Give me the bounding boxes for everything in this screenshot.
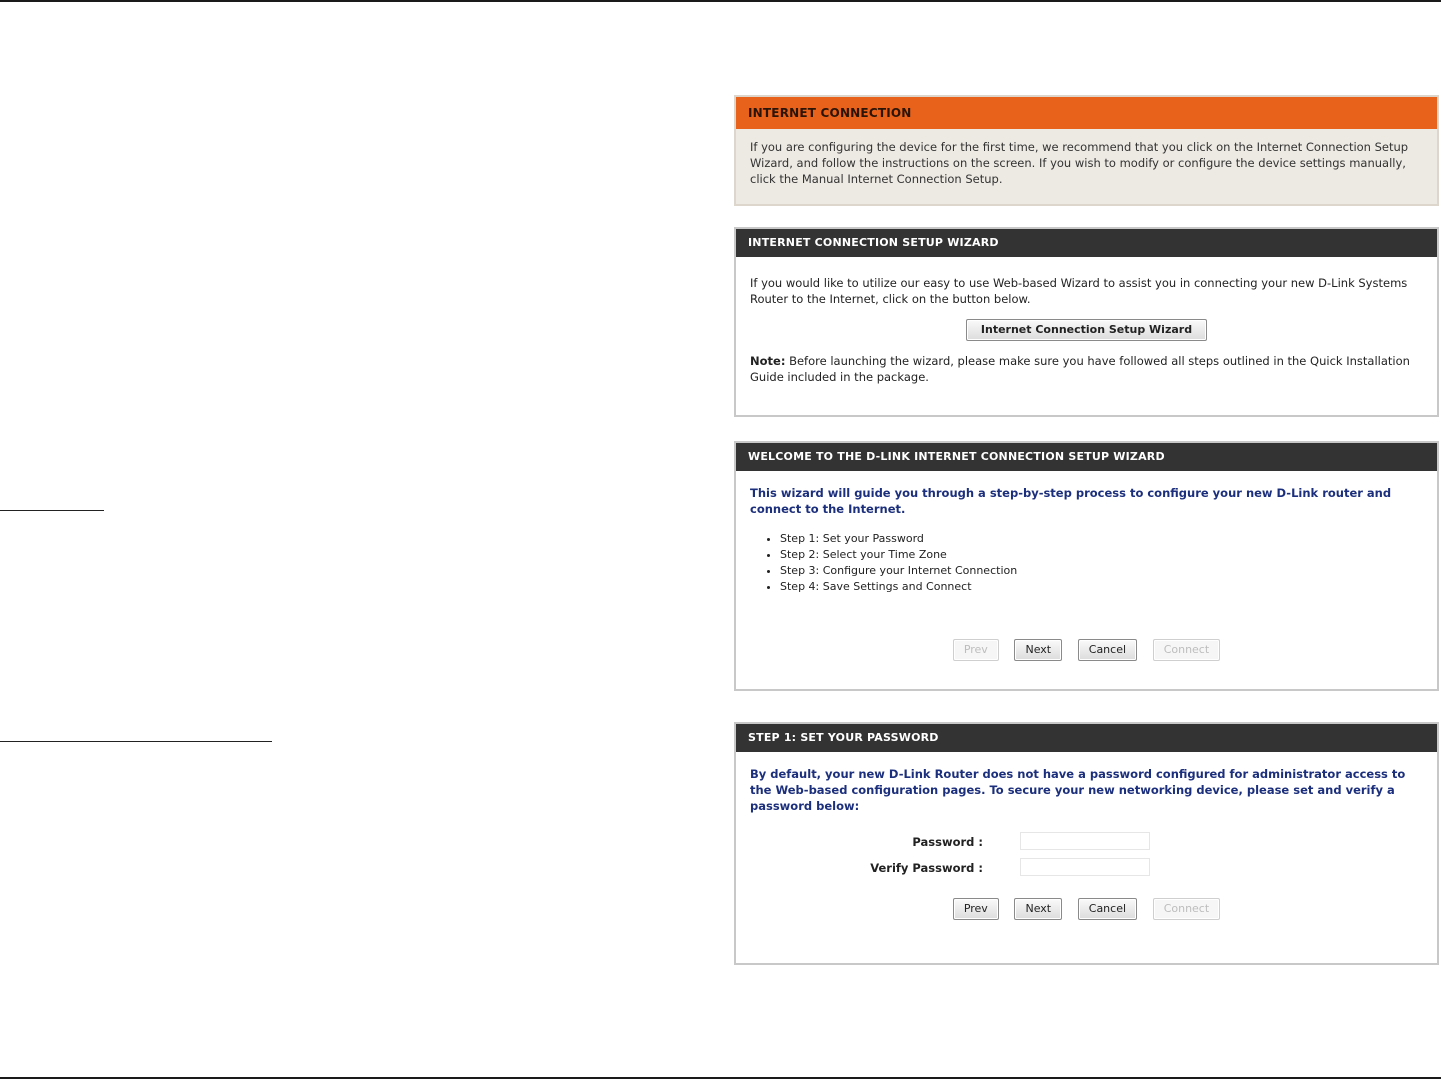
welcome-prev-button[interactable]: Prev [953,639,999,661]
internet-connection-header: INTERNET CONNECTION [736,97,1437,129]
internet-connection-text: If you are configuring the device for the first time, we recommend that you click on the Internet Connection Setup Wizard, and follow the instructions on the screen. If you wish to modify or configure the device settings manually, click the Manual Internet Connection Setup. [750,140,1409,186]
top-rule [0,0,1441,2]
left-underline-2 [0,741,272,742]
left-underline-1 [0,510,104,511]
password-input[interactable] [1020,832,1150,850]
setup-wizard-panel [734,227,1439,417]
setup-wizard-note [750,353,1423,385]
welcome-connect-button[interactable]: Connect [1153,639,1220,661]
verify-password-input[interactable] [1020,858,1150,876]
welcome-next-button[interactable]: Next [1014,639,1062,661]
password-row [750,830,1423,856]
list-item: • Step 4: Save Settings and Connect [780,579,1423,595]
welcome-cancel-button[interactable]: Cancel [1078,639,1137,661]
note-text: Before launching the wizard, please make sure you have followed all steps outlined in the Quick Installation Guide included in the package. [750,354,1410,384]
list-item: • Step 1: Set your Password [780,531,1423,547]
list-item: • Step 3: Configure your Internet Connection [780,563,1423,579]
welcome-header: WELCOME TO THE D-LINK INTERNET CONNECTION SETUP WIZARD [736,443,1437,471]
welcome-intro: This wizard will guide you through a step-by-step process to configure your new D-Link router and connect to the Internet. [750,486,1392,516]
welcome-wizard-panel [734,441,1439,691]
step1-intro: By default, your new D-Link Router does not have a password configured for administrator access to the Web-based configuration pages. To secure your new networking device, please set and verify a password below: [750,767,1406,813]
wizard-steps-list [750,531,1423,595]
list-item: • Step 2: Select your Time Zone [780,547,1423,563]
verify-password-label: Verify Password : [870,861,983,875]
internet-connection-setup-wizard-button[interactable]: Internet Connection Setup Wizard [966,319,1207,341]
bottom-rule [0,1077,1441,1079]
note-label: Note: [750,354,786,368]
step1-connect-button[interactable]: Connect [1153,898,1220,920]
internet-connection-panel [734,95,1439,206]
step1-password-panel [734,722,1439,965]
step1-next-button[interactable]: Next [1014,898,1062,920]
setup-wizard-text: If you would like to utilize our easy to use Web-based Wizard to assist you in connecting your new D-Link Systems Router to the Internet, click on the button below. [750,276,1408,306]
step1-cancel-button[interactable]: Cancel [1078,898,1137,920]
step1-header: STEP 1: SET YOUR PASSWORD [736,724,1437,752]
step1-prev-button[interactable]: Prev [953,898,999,920]
setup-wizard-header: INTERNET CONNECTION SETUP WIZARD [736,229,1437,257]
password-label: Password : [912,835,983,849]
verify-password-row [750,856,1423,882]
